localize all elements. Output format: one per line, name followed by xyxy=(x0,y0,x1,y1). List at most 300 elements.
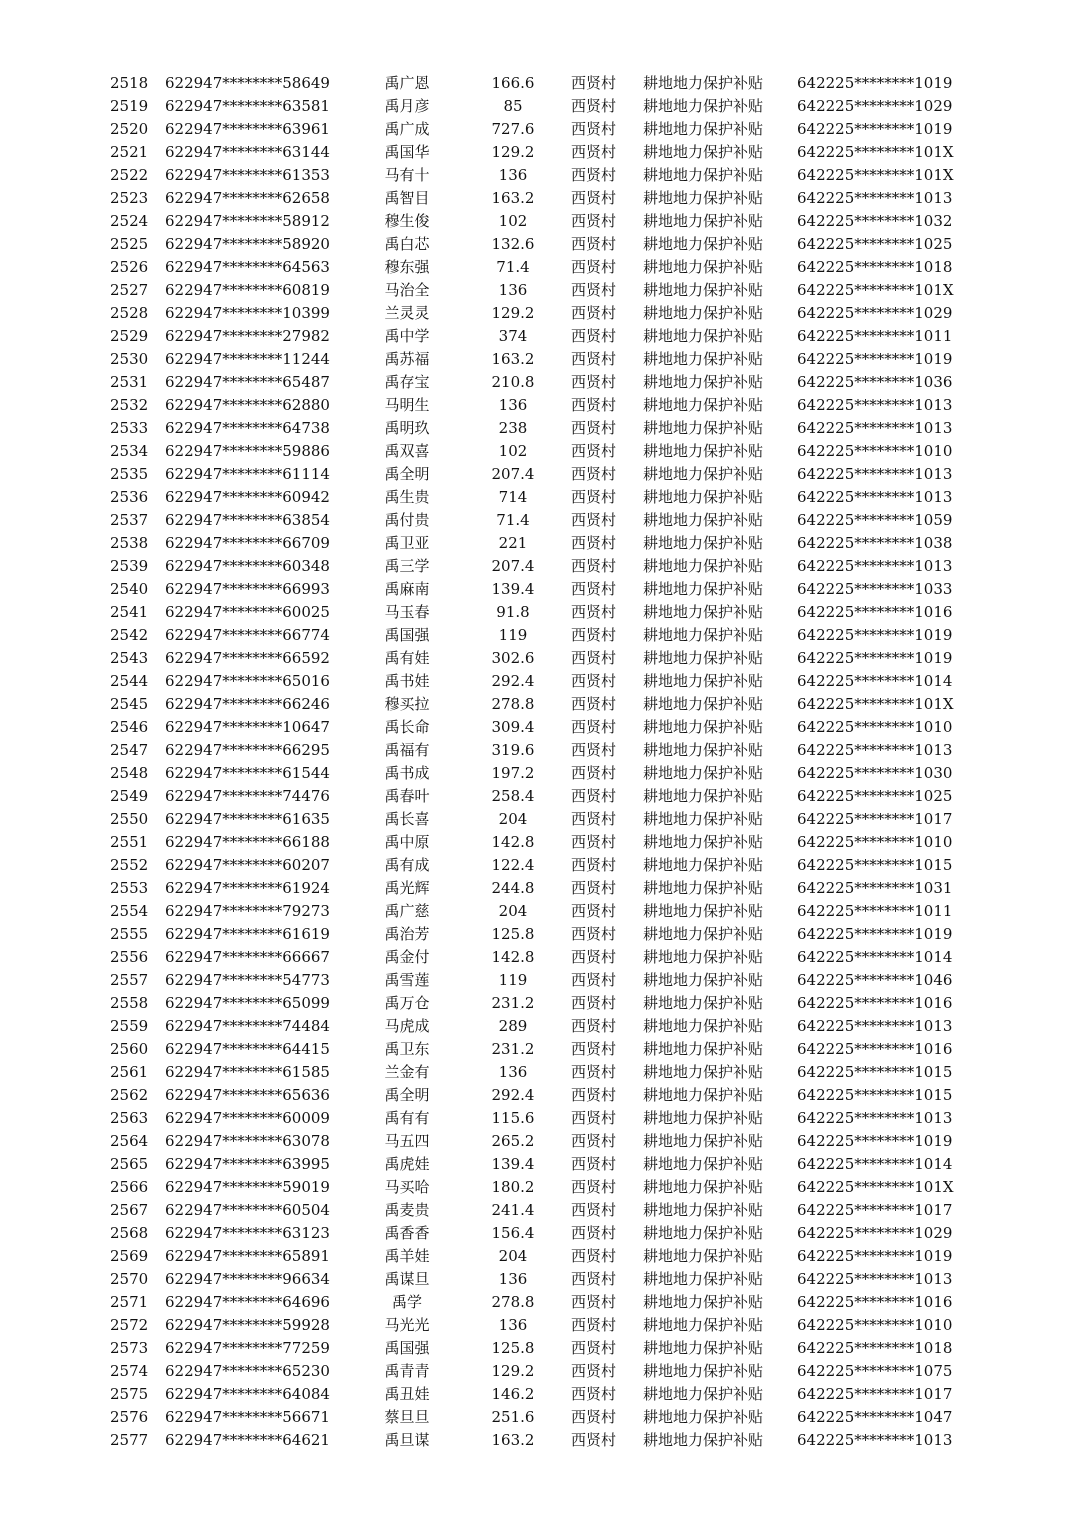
subsidy-type: 耕地地力保护补贴 xyxy=(643,1408,764,1426)
id-number: 642225********1018 xyxy=(797,258,953,276)
subsidy-type: 耕地地力保护补贴 xyxy=(643,1017,764,1035)
village-name: 西贤村 xyxy=(571,1201,617,1219)
recipient-name: 马光光 xyxy=(384,1316,430,1334)
id-number: 642225********1038 xyxy=(797,534,953,552)
id-number: 642225********1010 xyxy=(797,718,953,736)
table-row xyxy=(0,371,1074,394)
recipient-name: 禹旦谋 xyxy=(384,1431,430,1449)
table-row xyxy=(0,164,1074,187)
subsidy-amount: 204 xyxy=(498,1247,528,1265)
subsidy-amount: 265.2 xyxy=(491,1132,535,1150)
village-name: 西贤村 xyxy=(571,833,617,851)
subsidy-type: 耕地地力保护补贴 xyxy=(643,373,764,391)
id-number: 642225********1014 xyxy=(797,1155,953,1173)
subsidy-amount: 231.2 xyxy=(491,994,535,1012)
recipient-name: 禹有有 xyxy=(384,1109,430,1127)
subsidy-amount: 119 xyxy=(498,971,528,989)
row-number: 2550 xyxy=(110,810,149,828)
recipient-name: 禹全明 xyxy=(384,1086,430,1104)
subsidy-amount: 136 xyxy=(498,1063,528,1081)
row-number: 2562 xyxy=(110,1086,149,1104)
account-number: 622947********65636 xyxy=(165,1086,330,1104)
row-number: 2563 xyxy=(110,1109,149,1127)
id-number: 642225********1010 xyxy=(797,1316,953,1334)
id-number: 642225********1047 xyxy=(797,1408,953,1426)
recipient-name: 禹卫亚 xyxy=(384,534,430,552)
village-name: 西贤村 xyxy=(571,1293,617,1311)
subsidy-amount: 204 xyxy=(498,810,528,828)
table-row xyxy=(0,1337,1074,1360)
recipient-name: 禹香香 xyxy=(384,1224,430,1242)
subsidy-amount: 146.2 xyxy=(491,1385,535,1403)
subsidy-amount: 119 xyxy=(498,626,528,644)
subsidy-amount: 163.2 xyxy=(491,189,535,207)
table-row xyxy=(0,716,1074,739)
subsidy-type: 耕地地力保护补贴 xyxy=(643,1339,764,1357)
recipient-name: 禹国强 xyxy=(384,626,430,644)
table-row xyxy=(0,1383,1074,1406)
subsidy-type: 耕地地力保护补贴 xyxy=(643,1155,764,1173)
subsidy-type: 耕地地力保护补贴 xyxy=(643,442,764,460)
row-number: 2547 xyxy=(110,741,149,759)
account-number: 622947********59928 xyxy=(165,1316,330,1334)
subsidy-type: 耕地地力保护补贴 xyxy=(643,902,764,920)
subsidy-type: 耕地地力保护补贴 xyxy=(643,649,764,667)
id-number: 642225********1014 xyxy=(797,948,953,966)
recipient-name: 禹麦贵 xyxy=(384,1201,430,1219)
account-number: 622947********66188 xyxy=(165,833,330,851)
recipient-name: 禹广恩 xyxy=(384,74,430,92)
table-row xyxy=(0,1199,1074,1222)
account-number: 622947********62658 xyxy=(165,189,330,207)
subsidy-amount: 125.8 xyxy=(491,925,535,943)
recipient-name: 马明生 xyxy=(384,396,430,414)
subsidy-amount: 129.2 xyxy=(491,143,535,161)
subsidy-type: 耕地地力保护补贴 xyxy=(643,1086,764,1104)
recipient-name: 穆生俊 xyxy=(384,212,430,230)
subsidy-type: 耕地地力保护补贴 xyxy=(643,1270,764,1288)
id-number: 642225********1013 xyxy=(797,741,953,759)
id-number: 642225********1030 xyxy=(797,764,953,782)
village-name: 西贤村 xyxy=(571,649,617,667)
village-name: 西贤村 xyxy=(571,856,617,874)
account-number: 622947********65099 xyxy=(165,994,330,1012)
id-number: 642225********1013 xyxy=(797,189,953,207)
row-number: 2549 xyxy=(110,787,149,805)
row-number: 2525 xyxy=(110,235,149,253)
table-row xyxy=(0,141,1074,164)
id-number: 642225********1019 xyxy=(797,350,953,368)
village-name: 西贤村 xyxy=(571,1362,617,1380)
subsidy-type: 耕地地力保护补贴 xyxy=(643,350,764,368)
row-number: 2570 xyxy=(110,1270,149,1288)
village-name: 西贤村 xyxy=(571,1086,617,1104)
id-number: 642225********1015 xyxy=(797,1086,953,1104)
row-number: 2557 xyxy=(110,971,149,989)
village-name: 西贤村 xyxy=(571,695,617,713)
id-number: 642225********1017 xyxy=(797,1385,953,1403)
subsidy-amount: 241.4 xyxy=(491,1201,535,1219)
row-number: 2554 xyxy=(110,902,149,920)
village-name: 西贤村 xyxy=(571,764,617,782)
row-number: 2576 xyxy=(110,1408,149,1426)
subsidy-type: 耕地地力保护补贴 xyxy=(643,1316,764,1334)
subsidy-type: 耕地地力保护补贴 xyxy=(643,672,764,690)
subsidy-amount: 71.4 xyxy=(496,258,530,276)
row-number: 2541 xyxy=(110,603,149,621)
id-number: 642225********1013 xyxy=(797,465,953,483)
id-number: 642225********1014 xyxy=(797,672,953,690)
recipient-name: 穆东强 xyxy=(384,258,430,276)
table-row xyxy=(0,509,1074,532)
recipient-name: 禹雪莲 xyxy=(384,971,430,989)
row-number: 2530 xyxy=(110,350,149,368)
row-number: 2566 xyxy=(110,1178,149,1196)
subsidy-amount: 156.4 xyxy=(491,1224,535,1242)
row-number: 2538 xyxy=(110,534,149,552)
id-number: 642225********1016 xyxy=(797,994,953,1012)
row-number: 2537 xyxy=(110,511,149,529)
id-number: 642225********1016 xyxy=(797,1040,953,1058)
table-row xyxy=(0,601,1074,624)
row-number: 2567 xyxy=(110,1201,149,1219)
village-name: 西贤村 xyxy=(571,1063,617,1081)
table-row xyxy=(0,670,1074,693)
village-name: 西贤村 xyxy=(571,235,617,253)
account-number: 622947********63123 xyxy=(165,1224,330,1242)
subsidy-amount: 374 xyxy=(498,327,528,345)
subsidy-type: 耕地地力保护补贴 xyxy=(643,419,764,437)
account-number: 622947********59886 xyxy=(165,442,330,460)
id-number: 642225********1010 xyxy=(797,833,953,851)
subsidy-type: 耕地地力保护补贴 xyxy=(643,833,764,851)
row-number: 2555 xyxy=(110,925,149,943)
village-name: 西贤村 xyxy=(571,994,617,1012)
subsidy-amount: 129.2 xyxy=(491,304,535,322)
subsidy-amount: 139.4 xyxy=(491,1155,535,1173)
table-row xyxy=(0,992,1074,1015)
village-name: 西贤村 xyxy=(571,1178,617,1196)
row-number: 2528 xyxy=(110,304,149,322)
recipient-name: 禹中原 xyxy=(384,833,430,851)
recipient-name: 禹苏福 xyxy=(384,350,430,368)
account-number: 622947********65487 xyxy=(165,373,330,391)
id-number: 642225********1010 xyxy=(797,442,953,460)
table-row xyxy=(0,1222,1074,1245)
village-name: 西贤村 xyxy=(571,373,617,391)
table-row xyxy=(0,739,1074,762)
recipient-name: 禹卫东 xyxy=(384,1040,430,1058)
row-number: 2527 xyxy=(110,281,149,299)
row-number: 2565 xyxy=(110,1155,149,1173)
id-number: 642225********1013 xyxy=(797,1431,953,1449)
village-name: 西贤村 xyxy=(571,925,617,943)
table-row xyxy=(0,1314,1074,1337)
row-number: 2524 xyxy=(110,212,149,230)
row-number: 2519 xyxy=(110,97,149,115)
village-name: 西贤村 xyxy=(571,1132,617,1150)
recipient-name: 马虎成 xyxy=(384,1017,430,1035)
row-number: 2544 xyxy=(110,672,149,690)
id-number: 642225********1019 xyxy=(797,1132,953,1150)
id-number: 642225********1075 xyxy=(797,1362,953,1380)
recipient-name: 禹双喜 xyxy=(384,442,430,460)
recipient-name: 马玉春 xyxy=(384,603,430,621)
village-name: 西贤村 xyxy=(571,902,617,920)
table-row xyxy=(0,785,1074,808)
account-number: 622947********66709 xyxy=(165,534,330,552)
recipient-name: 禹中学 xyxy=(384,327,430,345)
id-number: 642225********1019 xyxy=(797,626,953,644)
row-number: 2534 xyxy=(110,442,149,460)
recipient-name: 穆买拉 xyxy=(384,695,430,713)
table-row xyxy=(0,95,1074,118)
table-row xyxy=(0,279,1074,302)
subsidy-amount: 197.2 xyxy=(491,764,535,782)
village-name: 西贤村 xyxy=(571,810,617,828)
row-number: 2569 xyxy=(110,1247,149,1265)
subsidy-type: 耕地地力保护补贴 xyxy=(643,258,764,276)
table-row xyxy=(0,187,1074,210)
village-name: 西贤村 xyxy=(571,1339,617,1357)
recipient-name: 马五四 xyxy=(384,1132,430,1150)
id-number: 642225********1015 xyxy=(797,1063,953,1081)
subsidy-type: 耕地地力保护补贴 xyxy=(643,1132,764,1150)
table-row xyxy=(0,1406,1074,1429)
table-row xyxy=(0,1268,1074,1291)
subsidy-table xyxy=(0,72,1074,1452)
table-row xyxy=(0,1291,1074,1314)
subsidy-amount: 163.2 xyxy=(491,350,535,368)
recipient-name: 禹广成 xyxy=(384,120,430,138)
row-number: 2520 xyxy=(110,120,149,138)
row-number: 2518 xyxy=(110,74,149,92)
table-row xyxy=(0,831,1074,854)
subsidy-amount: 727.6 xyxy=(491,120,535,138)
subsidy-type: 耕地地力保护补贴 xyxy=(643,97,764,115)
subsidy-amount: 91.8 xyxy=(496,603,530,621)
village-name: 西贤村 xyxy=(571,442,617,460)
recipient-name: 禹有娃 xyxy=(384,649,430,667)
recipient-name: 禹国强 xyxy=(384,1339,430,1357)
account-number: 622947********64738 xyxy=(165,419,330,437)
recipient-name: 禹福有 xyxy=(384,741,430,759)
row-number: 2546 xyxy=(110,718,149,736)
subsidy-type: 耕地地力保护补贴 xyxy=(643,925,764,943)
village-name: 西贤村 xyxy=(571,258,617,276)
village-name: 西贤村 xyxy=(571,350,617,368)
subsidy-amount: 163.2 xyxy=(491,1431,535,1449)
recipient-name: 禹丑娃 xyxy=(384,1385,430,1403)
subsidy-amount: 136 xyxy=(498,1316,528,1334)
subsidy-amount: 142.8 xyxy=(491,948,535,966)
table-row xyxy=(0,1038,1074,1061)
subsidy-amount: 231.2 xyxy=(491,1040,535,1058)
id-number: 642225********1025 xyxy=(797,787,953,805)
subsidy-type: 耕地地力保护补贴 xyxy=(643,1431,764,1449)
id-number: 642225********1019 xyxy=(797,649,953,667)
row-number: 2526 xyxy=(110,258,149,276)
subsidy-type: 耕地地力保护补贴 xyxy=(643,1063,764,1081)
account-number: 622947********60942 xyxy=(165,488,330,506)
village-name: 西贤村 xyxy=(571,281,617,299)
recipient-name: 禹白芯 xyxy=(384,235,430,253)
account-number: 622947********60504 xyxy=(165,1201,330,1219)
account-number: 622947********64084 xyxy=(165,1385,330,1403)
subsidy-amount: 122.4 xyxy=(491,856,535,874)
subsidy-amount: 142.8 xyxy=(491,833,535,851)
table-row xyxy=(0,1061,1074,1084)
subsidy-amount: 136 xyxy=(498,396,528,414)
village-name: 西贤村 xyxy=(571,327,617,345)
table-row xyxy=(0,1176,1074,1199)
row-number: 2571 xyxy=(110,1293,149,1311)
subsidy-amount: 125.8 xyxy=(491,1339,535,1357)
row-number: 2548 xyxy=(110,764,149,782)
account-number: 622947********65891 xyxy=(165,1247,330,1265)
subsidy-type: 耕地地力保护补贴 xyxy=(643,488,764,506)
id-number: 642225********1046 xyxy=(797,971,953,989)
row-number: 2540 xyxy=(110,580,149,598)
subsidy-amount: 204 xyxy=(498,902,528,920)
id-number: 642225********101X xyxy=(797,1178,954,1196)
account-number: 622947********66592 xyxy=(165,649,330,667)
subsidy-amount: 166.6 xyxy=(491,74,535,92)
account-number: 622947********64415 xyxy=(165,1040,330,1058)
table-row xyxy=(0,762,1074,785)
subsidy-amount: 71.4 xyxy=(496,511,530,529)
table-row xyxy=(0,440,1074,463)
account-number: 622947********60348 xyxy=(165,557,330,575)
subsidy-amount: 221 xyxy=(498,534,528,552)
id-number: 642225********1032 xyxy=(797,212,953,230)
id-number: 642225********1017 xyxy=(797,1201,953,1219)
id-number: 642225********1019 xyxy=(797,74,953,92)
id-number: 642225********1013 xyxy=(797,1270,953,1288)
account-number: 622947********10399 xyxy=(165,304,330,322)
recipient-name: 禹治芳 xyxy=(384,925,430,943)
id-number: 642225********1019 xyxy=(797,925,953,943)
table-row xyxy=(0,325,1074,348)
id-number: 642225********1011 xyxy=(797,902,953,920)
id-number: 642225********1016 xyxy=(797,603,953,621)
account-number: 622947********61353 xyxy=(165,166,330,184)
account-number: 622947********96634 xyxy=(165,1270,330,1288)
subsidy-amount: 210.8 xyxy=(491,373,535,391)
village-name: 西贤村 xyxy=(571,1247,617,1265)
village-name: 西贤村 xyxy=(571,419,617,437)
table-row xyxy=(0,1015,1074,1038)
id-number: 642225********1029 xyxy=(797,1224,953,1242)
table-row xyxy=(0,1153,1074,1176)
recipient-name: 禹国华 xyxy=(384,143,430,161)
table-row xyxy=(0,118,1074,141)
recipient-name: 禹长喜 xyxy=(384,810,430,828)
account-number: 622947********61114 xyxy=(165,465,330,483)
account-number: 622947********61585 xyxy=(165,1063,330,1081)
id-number: 642225********1031 xyxy=(797,879,953,897)
id-number: 642225********1029 xyxy=(797,97,953,115)
subsidy-amount: 139.4 xyxy=(491,580,535,598)
recipient-name: 禹春叶 xyxy=(384,787,430,805)
subsidy-type: 耕地地力保护补贴 xyxy=(643,603,764,621)
village-name: 西贤村 xyxy=(571,97,617,115)
subsidy-type: 耕地地力保护补贴 xyxy=(643,948,764,966)
village-name: 西贤村 xyxy=(571,971,617,989)
table-row xyxy=(0,1107,1074,1130)
village-name: 西贤村 xyxy=(571,948,617,966)
subsidy-amount: 251.6 xyxy=(491,1408,535,1426)
account-number: 622947********59019 xyxy=(165,1178,330,1196)
table-row xyxy=(0,900,1074,923)
recipient-name: 禹万仓 xyxy=(384,994,430,1012)
row-number: 2535 xyxy=(110,465,149,483)
recipient-name: 禹生贵 xyxy=(384,488,430,506)
recipient-name: 禹广慈 xyxy=(384,902,430,920)
subsidy-type: 耕地地力保护补贴 xyxy=(643,74,764,92)
subsidy-type: 耕地地力保护补贴 xyxy=(643,396,764,414)
subsidy-amount: 319.6 xyxy=(491,741,535,759)
account-number: 622947********27982 xyxy=(165,327,330,345)
id-number: 642225********101X xyxy=(797,695,954,713)
account-number: 622947********66295 xyxy=(165,741,330,759)
subsidy-type: 耕地地力保护补贴 xyxy=(643,580,764,598)
subsidy-type: 耕地地力保护补贴 xyxy=(643,1178,764,1196)
recipient-name: 禹三学 xyxy=(384,557,430,575)
subsidy-type: 耕地地力保护补贴 xyxy=(643,212,764,230)
recipient-name: 马治全 xyxy=(384,281,430,299)
recipient-name: 禹书娃 xyxy=(384,672,430,690)
row-number: 2551 xyxy=(110,833,149,851)
subsidy-type: 耕地地力保护补贴 xyxy=(643,787,764,805)
recipient-name: 禹存宝 xyxy=(384,373,430,391)
subsidy-type: 耕地地力保护补贴 xyxy=(643,281,764,299)
table-row xyxy=(0,256,1074,279)
village-name: 西贤村 xyxy=(571,189,617,207)
account-number: 622947********54773 xyxy=(165,971,330,989)
village-name: 西贤村 xyxy=(571,1431,617,1449)
subsidy-amount: 278.8 xyxy=(491,695,535,713)
table-row xyxy=(0,1360,1074,1383)
id-number: 642225********1013 xyxy=(797,1109,953,1127)
village-name: 西贤村 xyxy=(571,672,617,690)
id-number: 642225********101X xyxy=(797,166,954,184)
subsidy-amount: 238 xyxy=(498,419,528,437)
account-number: 622947********60025 xyxy=(165,603,330,621)
id-number: 642225********1019 xyxy=(797,120,953,138)
row-number: 2577 xyxy=(110,1431,149,1449)
village-name: 西贤村 xyxy=(571,1316,617,1334)
table-row xyxy=(0,348,1074,371)
subsidy-amount: 136 xyxy=(498,1270,528,1288)
row-number: 2539 xyxy=(110,557,149,575)
village-name: 西贤村 xyxy=(571,1109,617,1127)
account-number: 622947********61635 xyxy=(165,810,330,828)
account-number: 622947********65230 xyxy=(165,1362,330,1380)
recipient-name: 禹智目 xyxy=(384,189,430,207)
village-name: 西贤村 xyxy=(571,465,617,483)
subsidy-type: 耕地地力保护补贴 xyxy=(643,1362,764,1380)
id-number: 642225********1016 xyxy=(797,1293,953,1311)
subsidy-amount: 292.4 xyxy=(491,1086,535,1104)
recipient-name: 禹金付 xyxy=(384,948,430,966)
account-number: 622947********66774 xyxy=(165,626,330,644)
village-name: 西贤村 xyxy=(571,120,617,138)
recipient-name: 禹书成 xyxy=(384,764,430,782)
row-number: 2521 xyxy=(110,143,149,161)
subsidy-type: 耕地地力保护补贴 xyxy=(643,764,764,782)
subsidy-type: 耕地地力保护补贴 xyxy=(643,1224,764,1242)
